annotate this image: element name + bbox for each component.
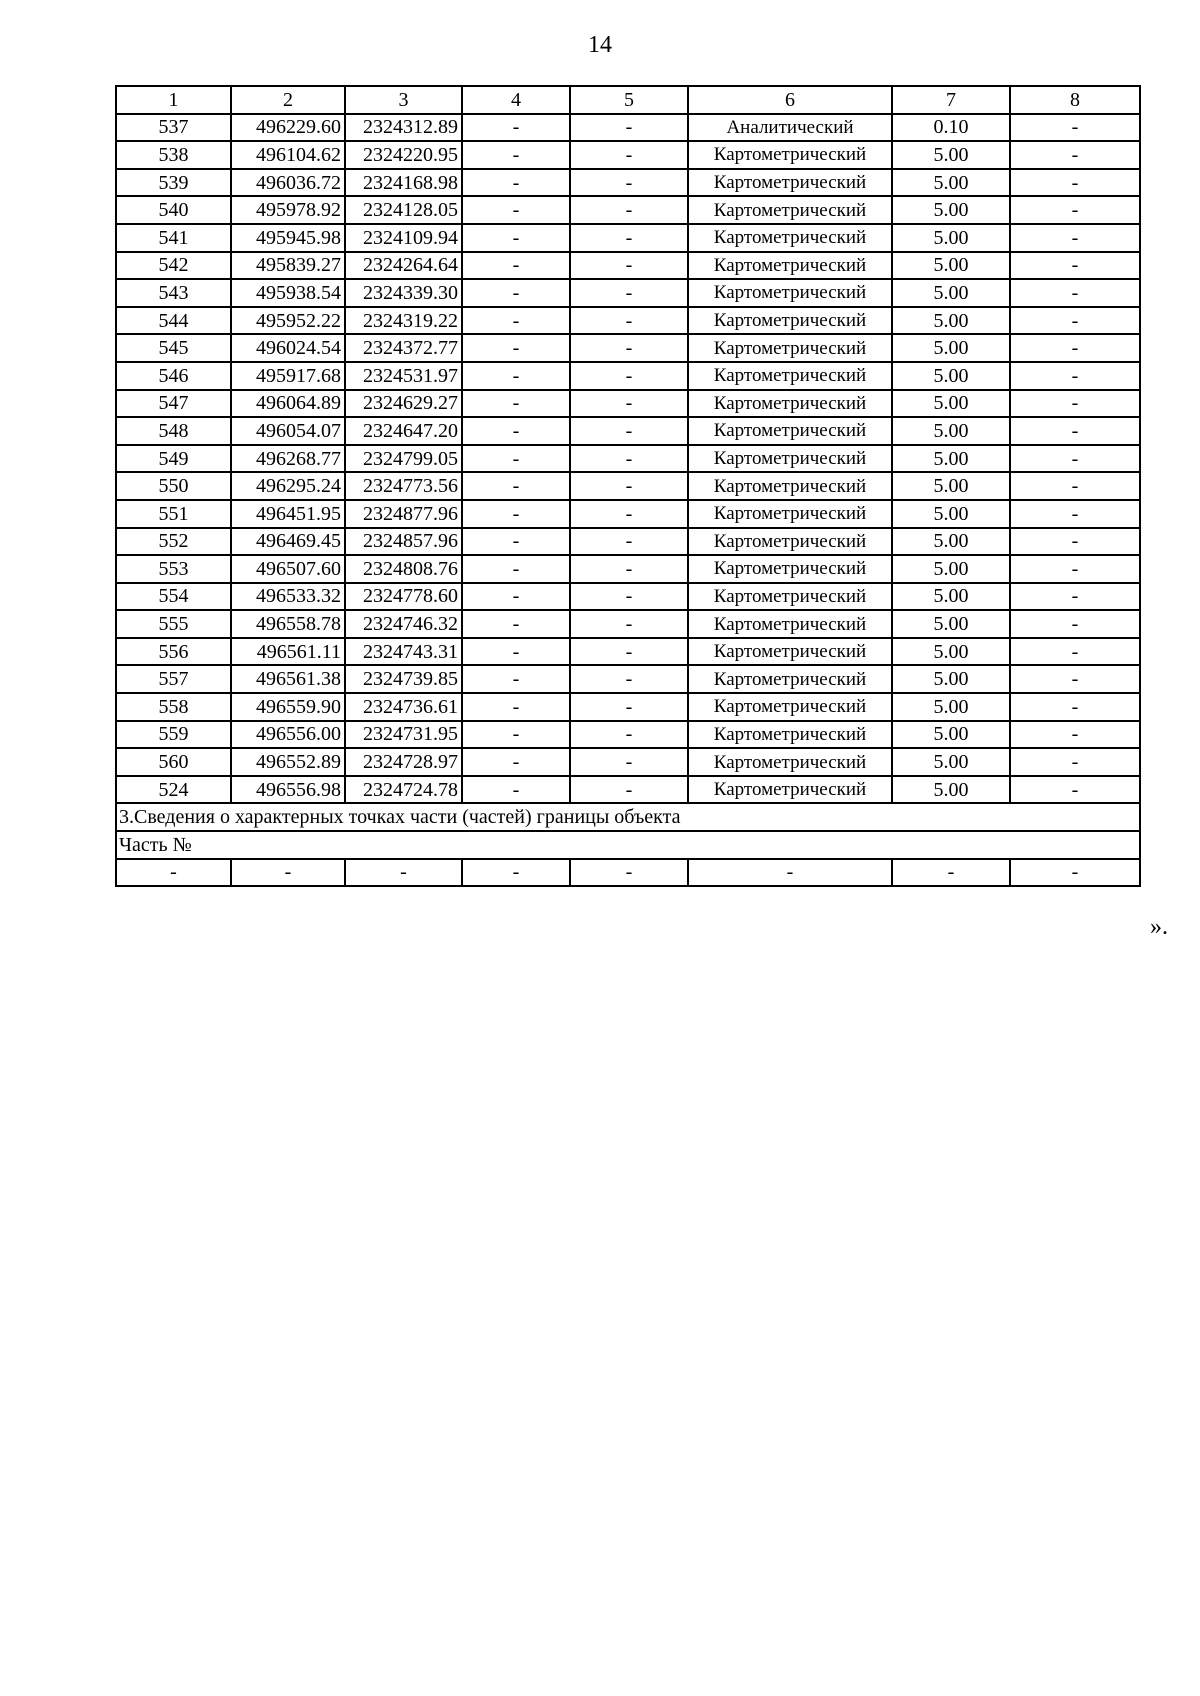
column-4-cell: -: [462, 224, 570, 252]
column-5-cell: -: [570, 445, 688, 473]
column-8-cell: -: [1010, 748, 1140, 776]
point-number-cell: 554: [116, 583, 231, 611]
table-row: [116, 693, 1140, 721]
point-number-cell: 550: [116, 472, 231, 500]
column-8-cell: -: [1010, 610, 1140, 638]
part-label-row: [116, 831, 1140, 859]
method-cell: Картометрический: [688, 721, 892, 749]
point-number-cell: 548: [116, 417, 231, 445]
method-cell: Картометрический: [688, 500, 892, 528]
column-4-cell: -: [462, 528, 570, 556]
accuracy-cell: 5.00: [892, 583, 1010, 611]
accuracy-cell: 5.00: [892, 141, 1010, 169]
column-5-cell: -: [570, 528, 688, 556]
table-cell: -: [345, 859, 462, 887]
section-title: 3.Сведения о характерных точках части (частей) границы объекта: [116, 803, 1140, 831]
x-coordinate-cell: 496229.60: [231, 114, 345, 142]
column-5-cell: -: [570, 638, 688, 666]
column-5-cell: -: [570, 224, 688, 252]
x-coordinate-cell: 496295.24: [231, 472, 345, 500]
accuracy-cell: 0.10: [892, 114, 1010, 142]
x-coordinate-cell: 495938.54: [231, 279, 345, 307]
point-number-cell: 539: [116, 169, 231, 197]
y-coordinate-cell: 2324808.76: [345, 555, 462, 583]
table-row: [116, 610, 1140, 638]
column-4-cell: -: [462, 693, 570, 721]
y-coordinate-cell: 2324773.56: [345, 472, 462, 500]
x-coordinate-cell: 496104.62: [231, 141, 345, 169]
table-row: [116, 169, 1140, 197]
y-coordinate-cell: 2324746.32: [345, 610, 462, 638]
table-cell: -: [570, 859, 688, 887]
y-coordinate-cell: 2324743.31: [345, 638, 462, 666]
table-row: [116, 776, 1140, 804]
table-cell: -: [688, 859, 892, 887]
column-8-cell: -: [1010, 776, 1140, 804]
part-label: Часть №: [116, 831, 1140, 859]
table-row: [116, 555, 1140, 583]
method-cell: Картометрический: [688, 169, 892, 197]
table-row: [116, 252, 1140, 280]
point-number-cell: 545: [116, 334, 231, 362]
x-coordinate-cell: 496024.54: [231, 334, 345, 362]
column-5-cell: -: [570, 665, 688, 693]
column-4-cell: -: [462, 307, 570, 335]
column-header: 2: [231, 86, 345, 114]
y-coordinate-cell: 2324731.95: [345, 721, 462, 749]
column-5-cell: -: [570, 141, 688, 169]
accuracy-cell: 5.00: [892, 472, 1010, 500]
method-cell: Картометрический: [688, 390, 892, 418]
column-4-cell: -: [462, 141, 570, 169]
x-coordinate-cell: 495952.22: [231, 307, 345, 335]
accuracy-cell: 5.00: [892, 362, 1010, 390]
column-header: 4: [462, 86, 570, 114]
table-row: [116, 224, 1140, 252]
table-cell: -: [1010, 859, 1140, 887]
y-coordinate-cell: 2324168.98: [345, 169, 462, 197]
column-4-cell: -: [462, 390, 570, 418]
x-coordinate-cell: 495978.92: [231, 196, 345, 224]
method-cell: Картометрический: [688, 362, 892, 390]
column-8-cell: -: [1010, 665, 1140, 693]
column-8-cell: -: [1010, 721, 1140, 749]
point-number-cell: 555: [116, 610, 231, 638]
accuracy-cell: 5.00: [892, 500, 1010, 528]
table-row: [116, 390, 1140, 418]
table-cell: -: [116, 859, 231, 887]
accuracy-cell: 5.00: [892, 417, 1010, 445]
point-number-cell: 549: [116, 445, 231, 473]
accuracy-cell: 5.00: [892, 555, 1010, 583]
method-cell: Картометрический: [688, 252, 892, 280]
column-4-cell: -: [462, 583, 570, 611]
y-coordinate-cell: 2324264.64: [345, 252, 462, 280]
accuracy-cell: 5.00: [892, 390, 1010, 418]
method-cell: Картометрический: [688, 472, 892, 500]
x-coordinate-cell: 496036.72: [231, 169, 345, 197]
accuracy-cell: 5.00: [892, 279, 1010, 307]
column-4-cell: -: [462, 500, 570, 528]
page-number: 14: [588, 32, 612, 58]
table-row: [116, 721, 1140, 749]
table-cell: -: [462, 859, 570, 887]
point-number-cell: 537: [116, 114, 231, 142]
accuracy-cell: 5.00: [892, 638, 1010, 666]
x-coordinate-cell: 496558.78: [231, 610, 345, 638]
table-row: [116, 472, 1140, 500]
column-8-cell: -: [1010, 196, 1140, 224]
table-row: [116, 528, 1140, 556]
column-8-cell: -: [1010, 555, 1140, 583]
table-row: [116, 583, 1140, 611]
column-5-cell: -: [570, 114, 688, 142]
x-coordinate-cell: 496561.11: [231, 638, 345, 666]
method-cell: Картометрический: [688, 307, 892, 335]
accuracy-cell: 5.00: [892, 776, 1010, 804]
y-coordinate-cell: 2324220.95: [345, 141, 462, 169]
method-cell: Картометрический: [688, 445, 892, 473]
point-number-cell: 524: [116, 776, 231, 804]
column-8-cell: -: [1010, 334, 1140, 362]
method-cell: Картометрический: [688, 748, 892, 776]
table-footer: [116, 803, 1140, 886]
column-5-cell: -: [570, 390, 688, 418]
point-number-cell: 546: [116, 362, 231, 390]
point-number-cell: 560: [116, 748, 231, 776]
column-8-cell: -: [1010, 114, 1140, 142]
table-cell: -: [892, 859, 1010, 887]
x-coordinate-cell: 496054.07: [231, 417, 345, 445]
table-row: [116, 334, 1140, 362]
point-number-cell: 543: [116, 279, 231, 307]
column-8-cell: -: [1010, 472, 1140, 500]
point-number-cell: 541: [116, 224, 231, 252]
column-header: 8: [1010, 86, 1140, 114]
accuracy-cell: 5.00: [892, 196, 1010, 224]
column-8-cell: -: [1010, 362, 1140, 390]
x-coordinate-cell: 496533.32: [231, 583, 345, 611]
x-coordinate-cell: 496064.89: [231, 390, 345, 418]
column-5-cell: -: [570, 307, 688, 335]
table-row: [116, 362, 1140, 390]
accuracy-cell: 5.00: [892, 252, 1010, 280]
table-row: [116, 748, 1140, 776]
coordinates-table: [115, 85, 1141, 887]
column-5-cell: -: [570, 555, 688, 583]
y-coordinate-cell: 2324724.78: [345, 776, 462, 804]
method-cell: Картометрический: [688, 638, 892, 666]
y-coordinate-cell: 2324799.05: [345, 445, 462, 473]
accuracy-cell: 5.00: [892, 528, 1010, 556]
accuracy-cell: 5.00: [892, 307, 1010, 335]
table-row: [116, 307, 1140, 335]
column-4-cell: -: [462, 169, 570, 197]
y-coordinate-cell: 2324647.20: [345, 417, 462, 445]
column-8-cell: -: [1010, 638, 1140, 666]
y-coordinate-cell: 2324312.89: [345, 114, 462, 142]
column-8-cell: -: [1010, 252, 1140, 280]
x-coordinate-cell: 496469.45: [231, 528, 345, 556]
method-cell: Картометрический: [688, 610, 892, 638]
y-coordinate-cell: 2324109.94: [345, 224, 462, 252]
column-8-cell: -: [1010, 307, 1140, 335]
column-header: 3: [345, 86, 462, 114]
y-coordinate-cell: 2324857.96: [345, 528, 462, 556]
table-row: [116, 196, 1140, 224]
column-4-cell: -: [462, 196, 570, 224]
method-cell: Картометрический: [688, 528, 892, 556]
x-coordinate-cell: 496561.38: [231, 665, 345, 693]
column-5-cell: -: [570, 776, 688, 804]
point-number-cell: 547: [116, 390, 231, 418]
column-header: 5: [570, 86, 688, 114]
column-header: 1: [116, 86, 231, 114]
column-5-cell: -: [570, 583, 688, 611]
accuracy-cell: 5.00: [892, 334, 1010, 362]
x-coordinate-cell: 495839.27: [231, 252, 345, 280]
method-cell: Картометрический: [688, 665, 892, 693]
column-5-cell: -: [570, 196, 688, 224]
column-4-cell: -: [462, 721, 570, 749]
y-coordinate-cell: 2324339.30: [345, 279, 462, 307]
column-8-cell: -: [1010, 279, 1140, 307]
column-8-cell: -: [1010, 693, 1140, 721]
table-row: [116, 638, 1140, 666]
accuracy-cell: 5.00: [892, 610, 1010, 638]
column-8-cell: -: [1010, 417, 1140, 445]
point-number-cell: 540: [116, 196, 231, 224]
column-4-cell: -: [462, 776, 570, 804]
accuracy-cell: 5.00: [892, 748, 1010, 776]
column-4-cell: -: [462, 638, 570, 666]
closing-quote: ».: [1150, 914, 1168, 940]
point-number-cell: 542: [116, 252, 231, 280]
column-header: 7: [892, 86, 1010, 114]
table-row: [116, 500, 1140, 528]
table-row: [116, 114, 1140, 142]
column-8-cell: -: [1010, 390, 1140, 418]
y-coordinate-cell: 2324372.77: [345, 334, 462, 362]
table-row: [116, 279, 1140, 307]
section-title-row: [116, 803, 1140, 831]
column-4-cell: -: [462, 610, 570, 638]
column-5-cell: -: [570, 334, 688, 362]
point-number-cell: 559: [116, 721, 231, 749]
column-5-cell: -: [570, 500, 688, 528]
column-5-cell: -: [570, 362, 688, 390]
y-coordinate-cell: 2324531.97: [345, 362, 462, 390]
x-coordinate-cell: 496556.98: [231, 776, 345, 804]
method-cell: Картометрический: [688, 583, 892, 611]
empty-row: [116, 859, 1140, 887]
table-row: [116, 417, 1140, 445]
column-4-cell: -: [462, 445, 570, 473]
column-5-cell: -: [570, 472, 688, 500]
column-4-cell: -: [462, 555, 570, 583]
x-coordinate-cell: 495917.68: [231, 362, 345, 390]
x-coordinate-cell: 496556.00: [231, 721, 345, 749]
column-5-cell: -: [570, 279, 688, 307]
y-coordinate-cell: 2324319.22: [345, 307, 462, 335]
column-8-cell: -: [1010, 141, 1140, 169]
column-4-cell: -: [462, 362, 570, 390]
x-coordinate-cell: 496451.95: [231, 500, 345, 528]
column-8-cell: -: [1010, 528, 1140, 556]
column-4-cell: -: [462, 252, 570, 280]
table-body: [116, 86, 1140, 803]
method-cell: Картометрический: [688, 141, 892, 169]
point-number-cell: 556: [116, 638, 231, 666]
method-cell: Картометрический: [688, 224, 892, 252]
y-coordinate-cell: 2324736.61: [345, 693, 462, 721]
method-cell: Картометрический: [688, 776, 892, 804]
y-coordinate-cell: 2324728.97: [345, 748, 462, 776]
method-cell: Аналитический: [688, 114, 892, 142]
x-coordinate-cell: 496559.90: [231, 693, 345, 721]
accuracy-cell: 5.00: [892, 665, 1010, 693]
x-coordinate-cell: 496268.77: [231, 445, 345, 473]
accuracy-cell: 5.00: [892, 693, 1010, 721]
table-row: [116, 141, 1140, 169]
y-coordinate-cell: 2324877.96: [345, 500, 462, 528]
column-8-cell: -: [1010, 500, 1140, 528]
point-number-cell: 538: [116, 141, 231, 169]
column-5-cell: -: [570, 693, 688, 721]
column-4-cell: -: [462, 279, 570, 307]
method-cell: Картометрический: [688, 417, 892, 445]
column-8-cell: -: [1010, 583, 1140, 611]
column-header: 6: [688, 86, 892, 114]
column-4-cell: -: [462, 472, 570, 500]
accuracy-cell: 5.00: [892, 169, 1010, 197]
accuracy-cell: 5.00: [892, 721, 1010, 749]
column-8-cell: -: [1010, 169, 1140, 197]
column-8-cell: -: [1010, 445, 1140, 473]
column-5-cell: -: [570, 748, 688, 776]
point-number-cell: 558: [116, 693, 231, 721]
y-coordinate-cell: 2324128.05: [345, 196, 462, 224]
table-cell: -: [231, 859, 345, 887]
point-number-cell: 551: [116, 500, 231, 528]
column-5-cell: -: [570, 252, 688, 280]
accuracy-cell: 5.00: [892, 445, 1010, 473]
method-cell: Картометрический: [688, 334, 892, 362]
point-number-cell: 552: [116, 528, 231, 556]
column-4-cell: -: [462, 748, 570, 776]
method-cell: Картометрический: [688, 693, 892, 721]
column-5-cell: -: [570, 610, 688, 638]
method-cell: Картометрический: [688, 555, 892, 583]
y-coordinate-cell: 2324739.85: [345, 665, 462, 693]
method-cell: Картометрический: [688, 279, 892, 307]
accuracy-cell: 5.00: [892, 224, 1010, 252]
column-8-cell: -: [1010, 224, 1140, 252]
x-coordinate-cell: 495945.98: [231, 224, 345, 252]
column-5-cell: -: [570, 721, 688, 749]
column-4-cell: -: [462, 334, 570, 362]
table-header-row: [116, 86, 1140, 114]
table-row: [116, 665, 1140, 693]
column-4-cell: -: [462, 417, 570, 445]
y-coordinate-cell: 2324629.27: [345, 390, 462, 418]
column-5-cell: -: [570, 169, 688, 197]
column-5-cell: -: [570, 417, 688, 445]
method-cell: Картометрический: [688, 196, 892, 224]
point-number-cell: 553: [116, 555, 231, 583]
y-coordinate-cell: 2324778.60: [345, 583, 462, 611]
point-number-cell: 544: [116, 307, 231, 335]
column-4-cell: -: [462, 665, 570, 693]
point-number-cell: 557: [116, 665, 231, 693]
table-row: [116, 445, 1140, 473]
x-coordinate-cell: 496507.60: [231, 555, 345, 583]
column-4-cell: -: [462, 114, 570, 142]
x-coordinate-cell: 496552.89: [231, 748, 345, 776]
